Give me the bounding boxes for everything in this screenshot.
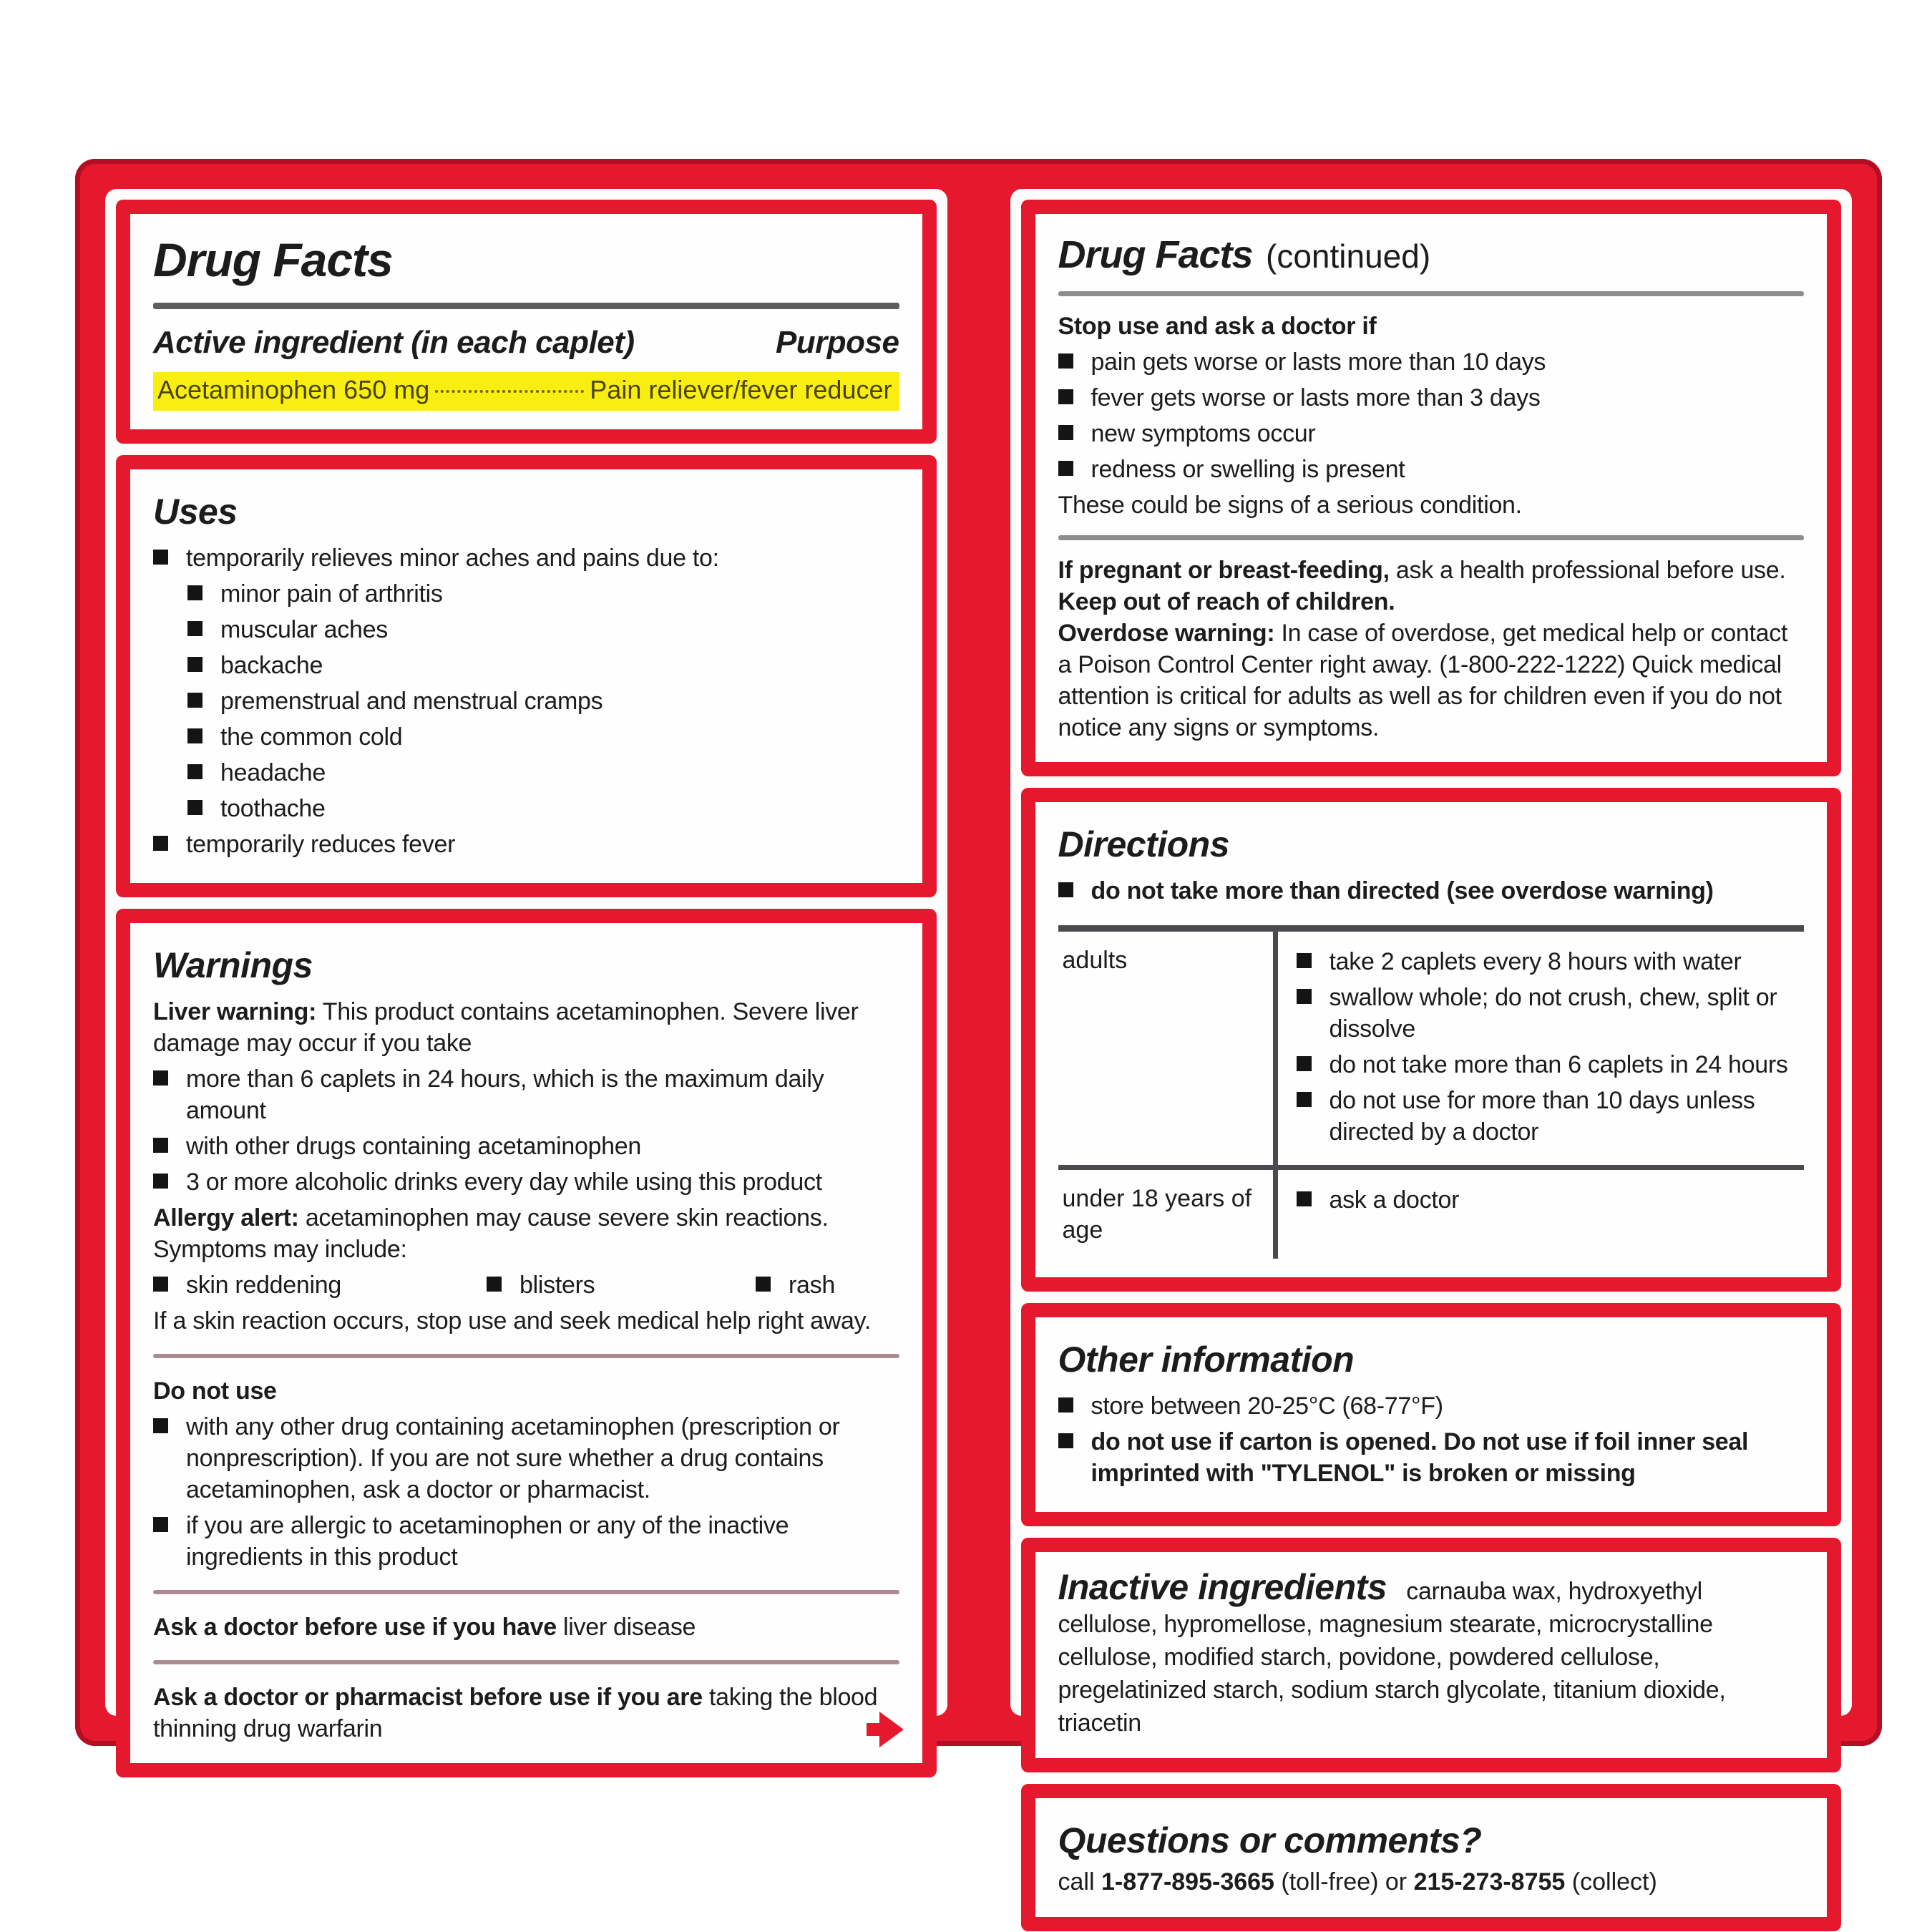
list-item: with any other drug containing acetaminophen (prescription or nonprescription). If you are not sure whether a drug contains acetaminophen, ask a doctor or pharmacist. — [153, 1411, 899, 1506]
list-item: if you are allergic to acetaminophen or any of the inactive ingredients in this product — [153, 1510, 899, 1573]
warnings-heading: Warnings — [153, 945, 313, 985]
do-not-use-list — [153, 1411, 899, 1573]
uses-list — [153, 542, 899, 574]
questions-heading: Questions or comments? — [1058, 1820, 1482, 1860]
warnings-box — [116, 909, 937, 1777]
uses-sublist — [187, 578, 899, 824]
uses-intro: temporarily relieves minor aches and pains due to: — [153, 542, 899, 574]
divider — [153, 303, 899, 309]
list-item: do not use if carton is opened. Do not use if foil inner seal imprinted with "TYLENOL" is broken or missing — [1058, 1426, 1805, 1489]
overdose-warning: Overdose warning: In case of overdose, get medical help or contact a Poison Control Center right away. (1-800-222-1222) Quick medical attention is critical for adults as well as for children even if you do not notice any signs or symptoms. — [1058, 620, 1788, 741]
collect-number: 215-273-8755 — [1413, 1868, 1566, 1896]
other-information-heading: Other information — [1058, 1340, 1355, 1380]
stop-use-list — [1058, 346, 1805, 485]
list-item: backache — [187, 650, 899, 681]
list-item: headache — [187, 757, 899, 789]
list-item: new symptoms occur — [1058, 418, 1805, 449]
allergy-alert: Allergy alert: acetaminophen may cause severe skin reactions. Symptoms may include: — [153, 1204, 829, 1263]
directions-list — [1058, 875, 1805, 907]
tollfree-number: 1-877-895-3665 — [1101, 1868, 1274, 1896]
active-ingredient-row — [153, 325, 899, 361]
liver-warning: Liver warning: This product contains acetaminophen. Severe liver damage may occur if you take — [153, 998, 859, 1057]
allergy-alert-label: Allergy alert: — [153, 1204, 299, 1231]
list-item: toothache — [187, 793, 899, 824]
inactive-ingredients-text: carnauba wax, hydroxyethyl cellulose, hypromellose, magnesium stearate, microcrystalline cellulose, modified starch, povidone, powdered cellulose, pregelatinized starch, sodium starch glycolate, titanium dioxide, triacetin — [1058, 1578, 1726, 1737]
right-header-box — [1021, 200, 1842, 776]
list-item: rash — [756, 1269, 835, 1301]
questions-box — [1021, 1784, 1842, 1931]
stop-use-label: Stop use and ask a doctor if — [1058, 313, 1377, 340]
phone-line: call 1-877-895-3665 (toll-free) or 215-273-8755 (collect) — [1058, 1868, 1657, 1896]
left-panel — [116, 200, 937, 1742]
list-item: with other drugs containing acetaminophen — [153, 1131, 899, 1162]
liver-warning-list — [153, 1063, 899, 1198]
left-panel-window — [105, 189, 947, 1742]
stop-use-note: These could be signs of a serious condition. — [1058, 492, 1522, 519]
list-item: 3 or more alcoholic drinks every day while using this product — [153, 1166, 899, 1198]
active-ingredient-heading: Active ingredient (in each caplet) — [153, 325, 635, 360]
table-row — [1058, 1165, 1805, 1259]
list-item: skin reddening — [153, 1269, 487, 1301]
list-item: ask a doctor — [1297, 1184, 1805, 1216]
uses-list-end — [153, 829, 899, 860]
left-header-box — [116, 200, 937, 444]
directions-box — [1021, 788, 1842, 1292]
list-item: do not take more than 6 caplets in 24 hours — [1297, 1049, 1805, 1080]
divider — [153, 1660, 899, 1664]
table-row — [1058, 932, 1805, 1165]
list-item: premenstrual and menstrual cramps — [187, 686, 899, 717]
label-outer-frame — [75, 159, 1882, 1896]
directions-bullet: do not take more than directed (see overdose warning) — [1058, 875, 1805, 907]
skin-reaction-note: If a skin reaction occurs, stop use and seek medical help right away. — [153, 1307, 871, 1335]
list-item: fever gets worse or lasts more than 3 days — [1058, 382, 1805, 414]
list-item: muscular aches — [187, 614, 899, 645]
children-warning: Keep out of reach of children. — [1058, 588, 1395, 615]
drug-facts-title: Drug Facts — [153, 233, 393, 286]
inactive-ingredients-box — [1021, 1538, 1842, 1772]
dose-table — [1058, 925, 1805, 1259]
purpose-heading: Purpose — [775, 325, 899, 360]
list-item: minor pain of arthritis — [187, 578, 899, 610]
dose-group-label: under 18 years of age — [1062, 1185, 1252, 1244]
active-ingredient-highlight — [153, 372, 899, 411]
list-item: swallow whole; do not crush, chew, split or dissolve — [1297, 982, 1805, 1045]
other-information-list — [1058, 1390, 1805, 1489]
divider — [1058, 535, 1805, 540]
list-item: take 2 caplets every 8 hours with water — [1297, 946, 1805, 977]
pregnant-line: If pregnant or breast-feeding, ask a health professional before use. — [1058, 557, 1786, 584]
right-panel-window — [1010, 189, 1853, 1896]
uses-outro: temporarily reduces fever — [153, 829, 899, 860]
list-item: pain gets worse or lasts more than 10 days — [1058, 346, 1805, 378]
divider — [1058, 291, 1805, 296]
ask-doctor-line: Ask a doctor before use if you have liver disease — [153, 1614, 696, 1641]
list-item: redness or swelling is present — [1058, 454, 1805, 485]
uses-box — [116, 455, 937, 897]
list-item: more than 6 caplets in 24 hours, which is the maximum daily amount — [153, 1063, 899, 1126]
allergy-symptoms-row — [153, 1269, 899, 1301]
dose-group-label: adults — [1062, 947, 1128, 974]
dotted-leader — [435, 390, 584, 393]
divider — [153, 1590, 899, 1594]
ask-pharmacist-line: Ask a doctor or pharmacist before use if you are taking the blood thinning drug warfarin — [153, 1684, 878, 1742]
uses-heading: Uses — [153, 492, 238, 532]
liver-warning-label: Liver warning: — [153, 998, 317, 1025]
continued-arrow-icon — [867, 1712, 904, 1747]
directions-heading: Directions — [1058, 824, 1230, 864]
active-ingredient-purpose: Pain reliever/fever reducer — [590, 375, 892, 404]
list-item: blisters — [487, 1269, 756, 1301]
right-panel — [1021, 200, 1842, 1896]
divider — [153, 1354, 899, 1358]
other-information-box — [1021, 1303, 1842, 1526]
drug-facts-continued-title: Drug Facts (continued) — [1058, 233, 1431, 276]
active-ingredient-name: Acetaminophen 650 mg — [157, 375, 430, 404]
list-item: do not use for more than 10 days unless directed by a doctor — [1297, 1085, 1805, 1148]
inactive-ingredients-heading: Inactive ingredients — [1058, 1567, 1387, 1607]
inactive-ingredients — [1058, 1567, 1805, 1740]
list-item: the common cold — [187, 721, 899, 753]
list-item: store between 20-25°C (68-77°F) — [1058, 1390, 1805, 1422]
do-not-use-label: Do not use — [153, 1377, 277, 1405]
